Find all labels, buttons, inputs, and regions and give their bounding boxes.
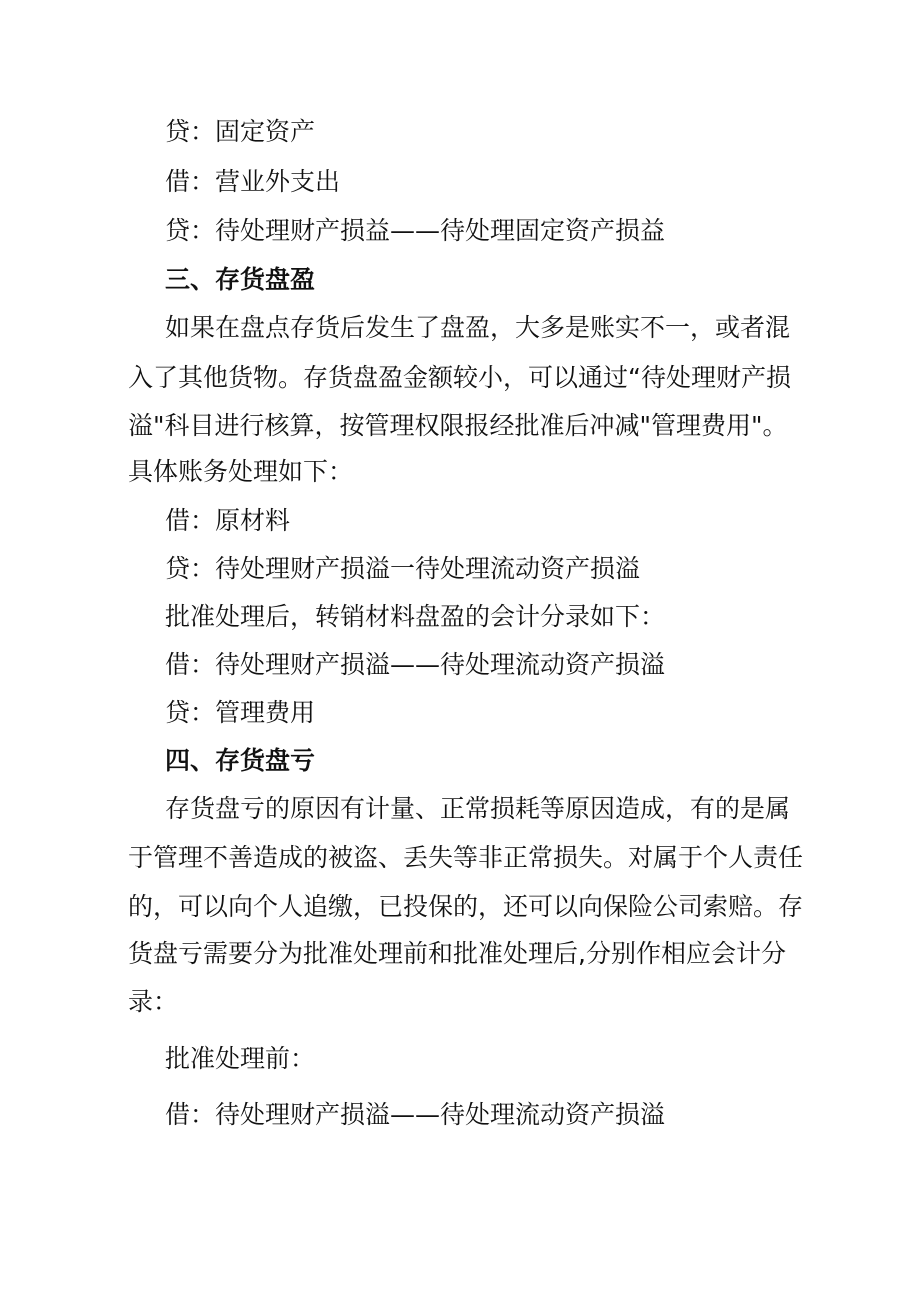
paragraph-shortage-line-3: 的，可以向个人追缴，已投保的，还可以向保险公司索赔。存 [128, 892, 804, 921]
text-after-approval: 批准处理后，转销材料盘盈的会计分录如下： [165, 602, 666, 631]
entry-credit-fixed-assets: 贷：固定资产 [165, 117, 316, 146]
paragraph-surplus-line-1: 如果在盘点存货后发生了盘盈，大多是账实不一，或者混 [165, 313, 791, 342]
entry-debit-pending-current-asset-2: 借：待处理财产损溢——待处理流动资产损溢 [165, 1100, 666, 1129]
paragraph-surplus-line-3: 溢"科目进行核算，按管理权限报经批准后冲减"管理费用"。 [128, 411, 788, 440]
paragraph-surplus-line-2: 入了其他货物。存货盘盈金额较小，可以通过“待处理财产损 [128, 363, 791, 392]
paragraph-shortage-line-2: 于管理不善造成的被盗、丢失等非正常损失。对属于个人责任 [128, 843, 804, 872]
paragraph-shortage-line-5: 录： [128, 987, 179, 1016]
paragraph-surplus-line-4: 具体账务处理如下： [128, 457, 354, 486]
entry-debit-pending-current-asset: 借：待处理财产损溢——待处理流动资产损溢 [165, 650, 666, 679]
paragraph-shortage-line-1: 存货盘亏的原因有计量、正常损耗等原因造成，有的是属 [165, 794, 791, 823]
entry-debit-nonoperating-expense: 借：营业外支出 [165, 167, 341, 196]
entry-credit-pending-current-asset: 贷：待处理财产损溢一待处理流动资产损溢 [165, 554, 641, 583]
text-before-approval: 批准处理前： [165, 1044, 316, 1073]
entry-debit-raw-materials: 借：原材料 [165, 506, 291, 535]
entry-credit-admin-expense: 贷：管理费用 [165, 698, 316, 727]
section-heading-inventory-shortage: 四、存货盘亏 [165, 746, 316, 775]
paragraph-shortage-line-4: 货盘亏需要分为批准处理前和批准处理后,分别作相应会计分 [128, 939, 786, 968]
entry-credit-pending-fixed-asset-loss: 贷：待处理财产损益——待处理固定资产损益 [165, 216, 666, 245]
section-heading-inventory-surplus: 三、存货盘盈 [165, 265, 316, 294]
